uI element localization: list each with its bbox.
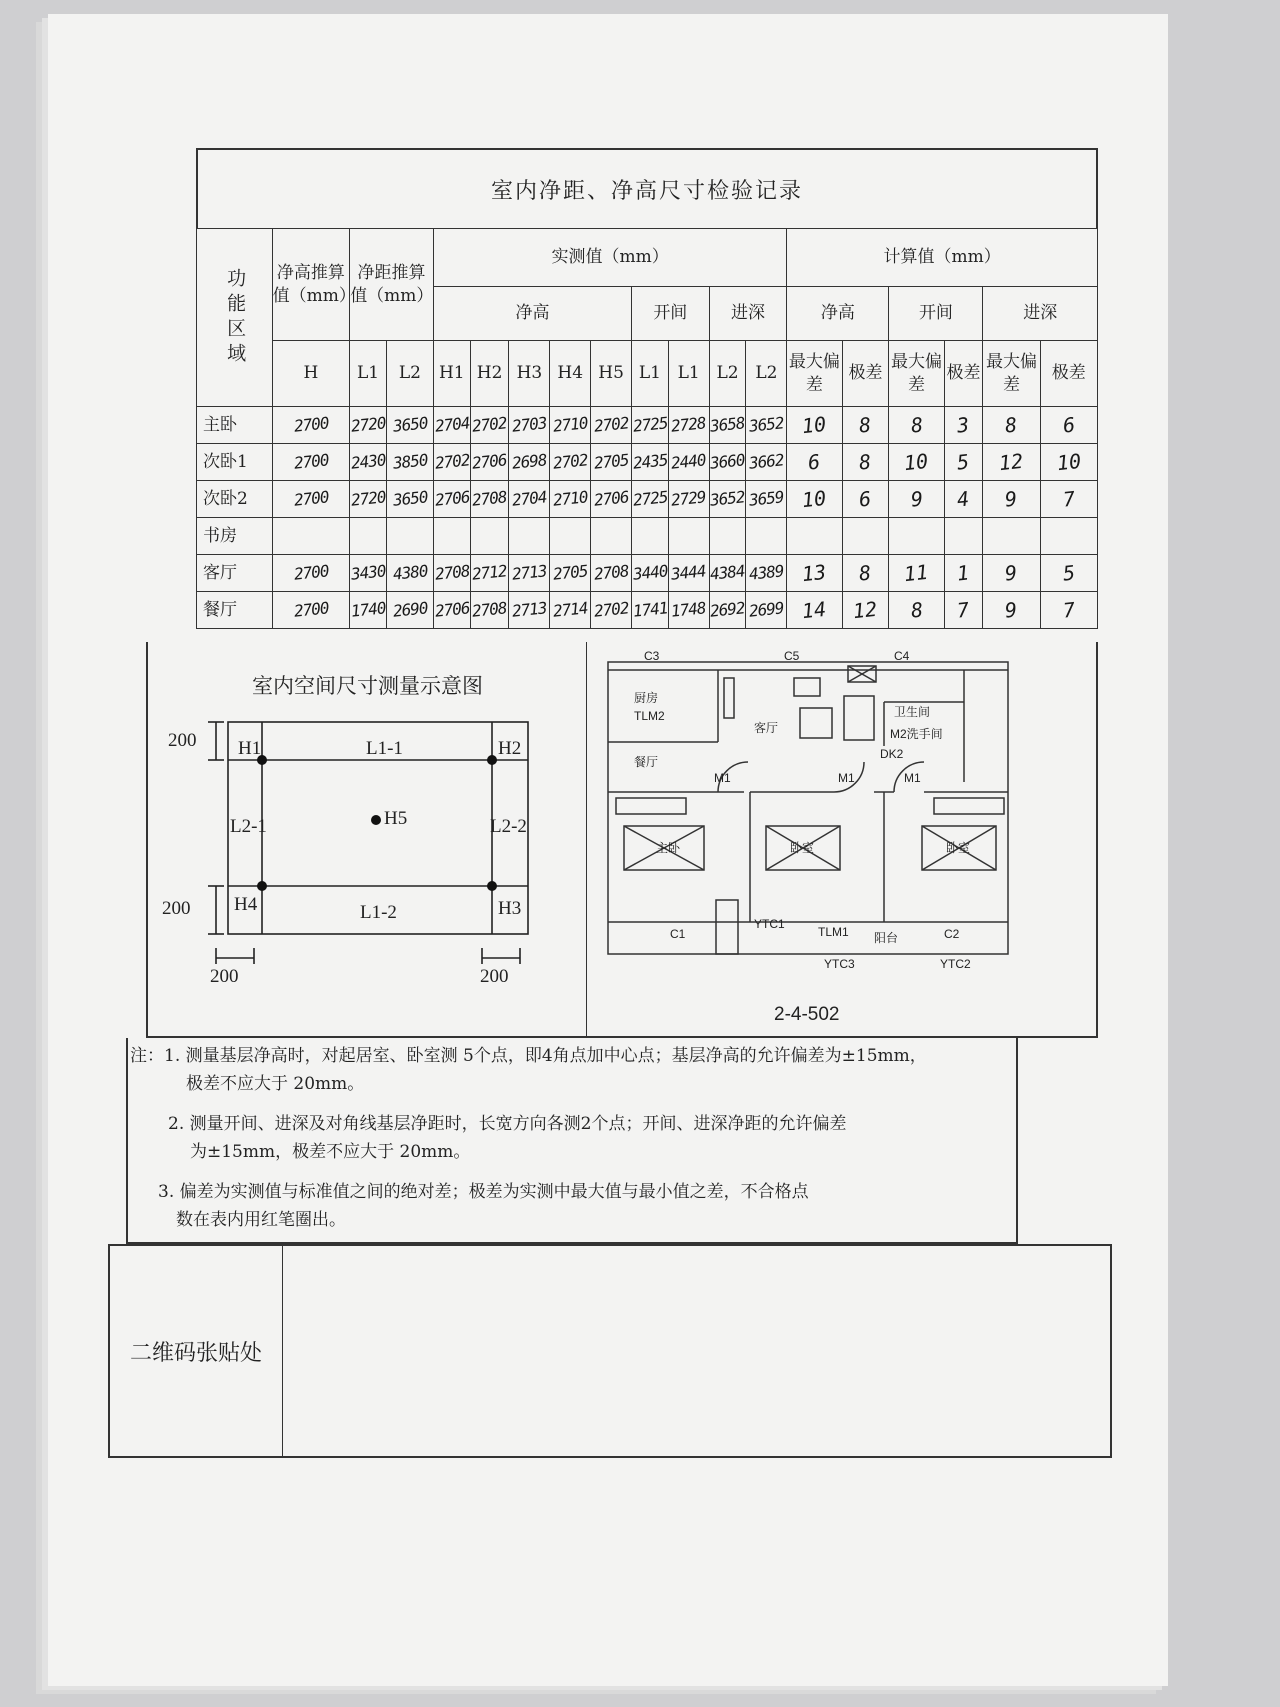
room-name: 主卧 <box>197 407 273 444</box>
handwritten-value: 10 <box>801 411 828 438</box>
cell-value <box>944 592 983 629</box>
cell-value <box>632 444 669 481</box>
handwritten-value: 13 <box>801 559 828 586</box>
handwritten-value: 2705 <box>552 560 589 584</box>
cell-value <box>386 444 433 481</box>
cell-value <box>632 518 669 555</box>
handwritten-value: 1748 <box>670 597 707 621</box>
cell-value <box>1040 518 1097 555</box>
handwritten-value: 12 <box>998 448 1025 475</box>
handwritten-value: 2720 <box>349 486 387 510</box>
dim-200-top: 200 <box>168 730 197 751</box>
handwritten-value: 6 <box>858 485 873 512</box>
cell-value <box>889 518 944 555</box>
handwritten-value: 2714 <box>552 597 589 621</box>
handwritten-value: 2712 <box>471 560 508 584</box>
cell-value <box>889 481 944 518</box>
handwritten-value: 6 <box>1061 411 1076 438</box>
handwritten-value: 3652 <box>748 412 785 436</box>
cell-value <box>889 592 944 629</box>
cell-value <box>509 481 550 518</box>
handwritten-value: 10 <box>1055 448 1082 475</box>
handwritten-value: 11 <box>903 559 930 586</box>
floor-plan-label: M1 <box>904 771 921 785</box>
notes-section <box>126 1038 1018 1244</box>
handwritten-value: 2706 <box>592 486 630 510</box>
cell-value <box>889 407 944 444</box>
cell-value <box>509 444 550 481</box>
label-l2-1: L2-1 <box>230 816 267 837</box>
cell-value <box>842 407 889 444</box>
col-width-range: 极差 <box>944 341 983 407</box>
handwritten-value: 2704 <box>511 486 548 510</box>
handwritten-value: 3660 <box>709 449 746 473</box>
floor-plan <box>594 642 1064 972</box>
floor-plan-label: 主卧 <box>656 841 681 855</box>
cell-value <box>433 444 470 481</box>
handwritten-value: 2690 <box>391 597 429 621</box>
col-depth-maxdev: 最大偏差 <box>983 341 1040 407</box>
floor-plan-label: YTC1 <box>754 917 785 931</box>
cell-value <box>842 481 889 518</box>
handwritten-value: 2706 <box>433 597 470 621</box>
handwritten-value: 12 <box>852 596 879 623</box>
handwritten-value: 1741 <box>631 597 669 621</box>
label-h5: H5 <box>384 808 408 829</box>
cell-value <box>1040 555 1097 592</box>
cell-value <box>1040 592 1097 629</box>
cell-value <box>591 518 632 555</box>
cell-value <box>889 444 944 481</box>
label-l1-1: L1-1 <box>366 738 403 759</box>
cell-value <box>668 444 709 481</box>
measured-width-header: 开间 <box>632 287 710 341</box>
col-h2: H2 <box>470 341 509 407</box>
handwritten-value: 3659 <box>748 486 785 510</box>
label-l1-2: L1-2 <box>360 902 397 923</box>
handwritten-value: 5 <box>956 448 971 475</box>
cell-value <box>550 407 591 444</box>
cell-value <box>983 481 1040 518</box>
note-2: 2. 测量开间、进深及对角线基层净距时，长宽方向各测2个点；开间、进深净距的允许偏差 <box>168 1114 847 1134</box>
col-l2: L2 <box>386 341 433 407</box>
floor-plan-label: 卫生间 <box>894 705 931 719</box>
cell-value <box>470 592 509 629</box>
cell-value <box>746 555 787 592</box>
cell-value <box>509 592 550 629</box>
cell-value <box>668 481 709 518</box>
cell-value <box>983 555 1040 592</box>
cell-value <box>550 592 591 629</box>
calc-height-header: 净高 <box>787 287 889 341</box>
floor-plan-label: M2洗手间 <box>890 727 943 741</box>
floor-plan-label: 卧室 <box>790 841 815 855</box>
calc-width-header: 开间 <box>889 287 983 341</box>
handwritten-value: 9 <box>1004 485 1019 512</box>
cell-value <box>842 518 889 555</box>
cell-value <box>983 592 1040 629</box>
area-header: 功能区域 <box>197 229 273 407</box>
cell-value <box>1040 481 1097 518</box>
handwritten-value: 9 <box>909 485 924 512</box>
cell-value <box>433 592 470 629</box>
col-h1: H1 <box>433 341 470 407</box>
handwritten-value: 2692 <box>709 597 746 621</box>
cell-value <box>386 592 433 629</box>
cell-value <box>550 555 591 592</box>
cell-value <box>632 407 669 444</box>
handwritten-value: 2702 <box>592 412 630 436</box>
cell-value <box>709 592 746 629</box>
cell-value <box>591 592 632 629</box>
cell-value <box>944 518 983 555</box>
cell-value <box>470 481 509 518</box>
handwritten-value: 2700 <box>292 486 330 510</box>
handwritten-value: 2705 <box>592 449 630 473</box>
cell-value <box>787 444 842 481</box>
cell-value <box>272 444 350 481</box>
handwritten-value: 3 <box>956 411 971 438</box>
measured-depth-header: 进深 <box>709 287 787 341</box>
col-h3: H3 <box>509 341 550 407</box>
cell-value <box>787 518 842 555</box>
calc-depth-header: 进深 <box>983 287 1098 341</box>
cell-value <box>668 555 709 592</box>
handwritten-value: 8 <box>1004 411 1019 438</box>
handwritten-value: 2704 <box>433 412 470 436</box>
col-h: H <box>272 341 350 407</box>
handwritten-value: 7 <box>1061 485 1076 512</box>
cell-value <box>746 592 787 629</box>
cell-value <box>746 518 787 555</box>
floor-plan-label: 客厅 <box>754 721 779 735</box>
record-title: 室内净距、净高尺寸检验记录 <box>196 148 1098 228</box>
cell-value <box>787 592 842 629</box>
dim-200-bottom: 200 <box>162 898 191 919</box>
cell-value <box>350 481 387 518</box>
room-name: 次卧2 <box>197 481 273 518</box>
cell-value <box>944 444 983 481</box>
note-2-cont: 为±15mm，极差不应大于 20mm。 <box>190 1142 471 1162</box>
handwritten-value: 3440 <box>631 560 669 584</box>
room-name: 书房 <box>197 518 273 555</box>
handwritten-value: 2720 <box>349 412 387 436</box>
floor-plan-label: TLM1 <box>818 925 849 939</box>
handwritten-value: 3444 <box>670 560 707 584</box>
handwritten-value: 2725 <box>631 486 669 510</box>
col-width-maxdev: 最大偏差 <box>889 341 944 407</box>
cell-value <box>272 481 350 518</box>
handwritten-value: 14 <box>801 596 828 623</box>
handwritten-value: 2702 <box>433 449 470 473</box>
room-name: 餐厅 <box>197 592 273 629</box>
cell-value <box>470 518 509 555</box>
cell-value <box>944 481 983 518</box>
diagram-title: 室内空间尺寸测量示意图 <box>252 674 483 698</box>
col-l2-a: L2 <box>709 341 746 407</box>
col-height-maxdev: 最大偏差 <box>787 341 842 407</box>
dim-200-right: 200 <box>480 966 509 987</box>
floor-plan-label: 阳台 <box>874 931 899 945</box>
cell-value <box>350 518 387 555</box>
floor-plan-label: DK2 <box>880 747 904 761</box>
cell-value <box>550 481 591 518</box>
cell-value <box>983 518 1040 555</box>
cell-value <box>591 481 632 518</box>
cell-value <box>386 555 433 592</box>
cell-value <box>350 444 387 481</box>
cell-value <box>433 481 470 518</box>
col-h4: H4 <box>550 341 591 407</box>
handwritten-value: 2710 <box>552 486 589 510</box>
cell-value <box>1040 444 1097 481</box>
handwritten-value: 4384 <box>709 560 746 584</box>
cell-value <box>550 444 591 481</box>
handwritten-value: 8 <box>858 448 873 475</box>
cell-value <box>350 407 387 444</box>
handwritten-value: 3650 <box>391 412 429 436</box>
cell-value <box>746 444 787 481</box>
handwritten-value: 7 <box>1061 596 1076 623</box>
cell-value <box>350 592 387 629</box>
cell-value <box>668 518 709 555</box>
floor-plan-label: C2 <box>944 927 960 941</box>
cell-value <box>591 444 632 481</box>
handwritten-value: 2440 <box>670 449 707 473</box>
cell-value <box>433 518 470 555</box>
label-l2-2: L2-2 <box>490 816 527 837</box>
handwritten-value: 3850 <box>391 449 429 473</box>
cell-value <box>944 555 983 592</box>
floor-plan-label: C1 <box>670 927 686 941</box>
handwritten-value: 2702 <box>471 412 508 436</box>
label-h2: H2 <box>498 738 522 759</box>
cell-value <box>470 555 509 592</box>
inspection-table <box>196 228 1098 629</box>
handwritten-value: 2710 <box>552 412 589 436</box>
cell-value <box>668 592 709 629</box>
cell-value <box>470 444 509 481</box>
room-name: 客厅 <box>197 555 273 592</box>
diagram-section <box>146 642 1098 1038</box>
col-l1: L1 <box>350 341 387 407</box>
cell-value <box>709 481 746 518</box>
cell-value <box>944 407 983 444</box>
cell-value <box>787 407 842 444</box>
handwritten-value: 2706 <box>433 486 470 510</box>
handwritten-value: 4 <box>956 485 971 512</box>
cell-value <box>632 555 669 592</box>
floor-plan-label: 餐厅 <box>634 755 659 769</box>
floor-plan-label: 卧室 <box>946 841 971 855</box>
handwritten-value: 2708 <box>592 560 630 584</box>
cell-value <box>386 481 433 518</box>
handwritten-value: 2699 <box>748 597 785 621</box>
l-est-header: 净距推算值（mm） <box>350 229 434 341</box>
cell-value <box>509 407 550 444</box>
handwritten-value: 9 <box>1004 596 1019 623</box>
measurement-diagram <box>148 642 587 1036</box>
cell-value <box>668 407 709 444</box>
cell-value <box>386 407 433 444</box>
col-h5: H5 <box>591 341 632 407</box>
note-1-cont: 极差不应大于 20mm。 <box>186 1074 365 1094</box>
label-h3: H3 <box>498 898 522 919</box>
handwritten-value: 2708 <box>471 597 508 621</box>
label-h4: H4 <box>234 894 258 915</box>
cell-value <box>272 555 350 592</box>
floor-plan-label: C4 <box>894 649 910 663</box>
handwritten-value: 2703 <box>511 412 548 436</box>
floor-plan-caption: 2-4-502 <box>774 1004 840 1025</box>
handwritten-value: 2698 <box>511 449 548 473</box>
handwritten-value: 2435 <box>631 449 669 473</box>
handwritten-value: 8 <box>858 411 873 438</box>
handwritten-value: 2728 <box>670 412 707 436</box>
cell-value <box>787 481 842 518</box>
cell-value <box>842 555 889 592</box>
cell-value <box>433 555 470 592</box>
handwritten-value: 4380 <box>391 560 429 584</box>
floor-plan-label: TLM2 <box>634 709 665 723</box>
floor-plan-label: 厨房 <box>634 691 659 705</box>
floor-plan-label: YTC3 <box>824 957 855 971</box>
handwritten-value: 2700 <box>292 597 330 621</box>
handwritten-value: 6 <box>807 448 822 475</box>
cell-value <box>470 407 509 444</box>
handwritten-value: 2725 <box>631 412 669 436</box>
cell-value <box>550 518 591 555</box>
cell-value <box>746 481 787 518</box>
room-name: 次卧1 <box>197 444 273 481</box>
handwritten-value: 2729 <box>670 486 707 510</box>
handwritten-value: 2713 <box>511 560 548 584</box>
cell-value <box>746 407 787 444</box>
handwritten-value: 3662 <box>748 449 785 473</box>
col-depth-range: 极差 <box>1040 341 1097 407</box>
cell-value <box>632 592 669 629</box>
handwritten-value: 3650 <box>391 486 429 510</box>
handwritten-value: 2700 <box>292 449 330 473</box>
cell-value <box>709 444 746 481</box>
note-3: 3. 偏差为实测值与标准值之间的绝对差；极差为实测中最大值与最小值之差，不合格点 <box>158 1182 809 1202</box>
cell-value <box>350 555 387 592</box>
handwritten-value: 2700 <box>292 412 330 436</box>
qr-code-area <box>108 1244 1112 1458</box>
cell-value <box>509 518 550 555</box>
qr-label: 二维码张贴处 <box>110 1246 283 1456</box>
cell-value <box>509 555 550 592</box>
cell-value <box>842 592 889 629</box>
handwritten-value: 5 <box>1061 559 1076 586</box>
cell-value <box>983 444 1040 481</box>
cell-value <box>433 407 470 444</box>
handwritten-value: 2700 <box>292 560 330 584</box>
handwritten-value: 3430 <box>349 560 387 584</box>
note-3-cont: 数在表内用红笔圈出。 <box>176 1210 346 1230</box>
measured-header: 实测值（mm） <box>433 229 786 287</box>
handwritten-value: 8 <box>909 596 924 623</box>
handwritten-value: 1 <box>956 559 971 586</box>
handwritten-value: 3658 <box>709 412 746 436</box>
handwritten-value: 2702 <box>592 597 630 621</box>
cell-value <box>591 555 632 592</box>
floor-plan-label: M1 <box>714 771 731 785</box>
col-l2-b: L2 <box>746 341 787 407</box>
handwritten-value: 2708 <box>433 560 470 584</box>
measurement-sketch <box>148 642 586 1036</box>
cell-value <box>272 592 350 629</box>
h-est-header: 净高推算值（mm） <box>272 229 350 341</box>
floor-plan-label: YTC2 <box>940 957 971 971</box>
calc-header: 计算值（mm） <box>787 229 1098 287</box>
handwritten-value: 2706 <box>471 449 508 473</box>
cell-value <box>709 555 746 592</box>
cell-value <box>632 481 669 518</box>
cell-value <box>983 407 1040 444</box>
measured-height-header: 净高 <box>433 287 631 341</box>
floor-plan-label: C3 <box>644 649 660 663</box>
handwritten-value: 8 <box>858 559 873 586</box>
handwritten-value: 1740 <box>349 597 387 621</box>
handwritten-value: 9 <box>1004 559 1019 586</box>
label-h1: H1 <box>238 738 262 759</box>
cell-value <box>709 518 746 555</box>
handwritten-value: 2708 <box>471 486 508 510</box>
note-1: 注：1. 测量基层净高时，对起居室、卧室测 5个点，即4角点加中心点；基层净高的允许偏差为±15mm， <box>130 1046 927 1066</box>
cell-value <box>272 518 350 555</box>
cell-value <box>889 555 944 592</box>
cell-value <box>787 555 842 592</box>
col-height-range: 极差 <box>842 341 889 407</box>
handwritten-value: 10 <box>903 448 930 475</box>
cell-value <box>842 444 889 481</box>
dim-200-left: 200 <box>210 966 239 987</box>
col-l1-a: L1 <box>632 341 669 407</box>
col-l1-b: L1 <box>668 341 709 407</box>
handwritten-value: 4389 <box>748 560 785 584</box>
cell-value <box>272 407 350 444</box>
cell-value <box>591 407 632 444</box>
handwritten-value: 3652 <box>709 486 746 510</box>
handwritten-value: 8 <box>909 411 924 438</box>
handwritten-value: 2430 <box>349 449 387 473</box>
handwritten-value: 7 <box>956 596 971 623</box>
handwritten-value: 10 <box>801 485 828 512</box>
floor-plan-label: M1 <box>838 771 855 785</box>
handwritten-value: 2702 <box>552 449 589 473</box>
handwritten-value: 2713 <box>511 597 548 621</box>
cell-value <box>386 518 433 555</box>
cell-value <box>1040 407 1097 444</box>
cell-value <box>709 407 746 444</box>
floor-plan-label: C5 <box>784 649 800 663</box>
